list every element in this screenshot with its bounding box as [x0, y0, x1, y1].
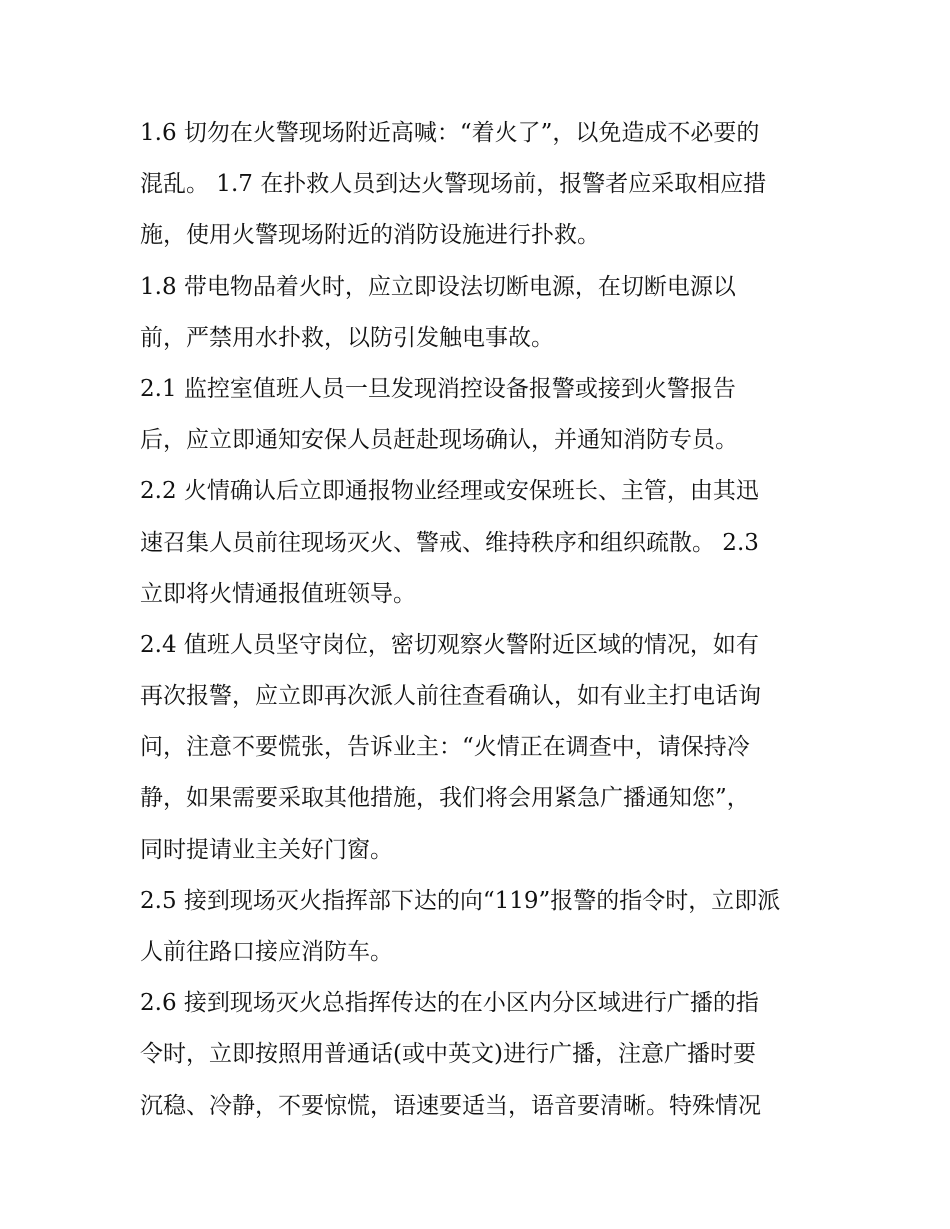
text-line: 2.2 火情确认后立即通报物业经理或安保班长、主管，由其迅 [140, 478, 759, 505]
text-line: 后，应立即通知安保人员赶赴现场确认，并通知消防专员。 [140, 427, 738, 454]
text-line: 2.5 接到现场灭火指挥部下达的向“119”报警的指令时，立即派 [140, 887, 781, 914]
text-line: 令时，立即按照用普通话(或中英文)进行广播，注意广播时要 [140, 1041, 756, 1068]
text-line: 沉稳、冷静，不要惊慌，语速要适当，语音要清晰。特殊情况 [140, 1092, 761, 1119]
text-line: 速召集人员前往现场灭火、警戒、维持秩序和组织疏散。 2.3 [140, 529, 759, 556]
text-line: 2.6 接到现场灭火总指挥传达的在小区内分区域进行广播的指 [140, 990, 759, 1017]
text-line: 2.4 值班人员坚守岗位，密切观察火警附近区域的情况，如有 [140, 631, 759, 658]
text-line: 施，使用火警现场附近的消防设施进行扑救。 [140, 222, 600, 249]
document-body [140, 108, 820, 1132]
text-line: 2.1 监控室值班人员一旦发现消控设备报警或接到火警报告 [140, 375, 736, 402]
text-line: 立即将火情通报值班领导。 [140, 580, 416, 607]
text-line: 静，如果需要采取其他措施，我们将会用紧急广播通知您”， [140, 785, 750, 812]
text-line: 再次报警，应立即再次派人前往查看确认，如有业主打电话询 [140, 683, 761, 710]
text-line: 人前往路口接应消防车。 [140, 939, 393, 965]
text-line: 混乱。 1.7 在扑救人员到达火警现场前，报警者应采取相应措 [140, 171, 767, 198]
text-line: 问，注意不要慌张，告诉业主：“火情正在调查中，请保持冷 [140, 734, 750, 761]
text-line: 前，严禁用水扑救，以防引发触电事故。 [140, 324, 554, 351]
text-line: 1.8 带电物品着火时，应立即设法切断电源，在切断电源以 [140, 273, 736, 300]
text-line: 1.6 切勿在火警现场附近高喊：“着火了”，以免造成不必要的 [140, 120, 760, 146]
text-line: 同时提请业主关好门窗。 [140, 836, 393, 863]
